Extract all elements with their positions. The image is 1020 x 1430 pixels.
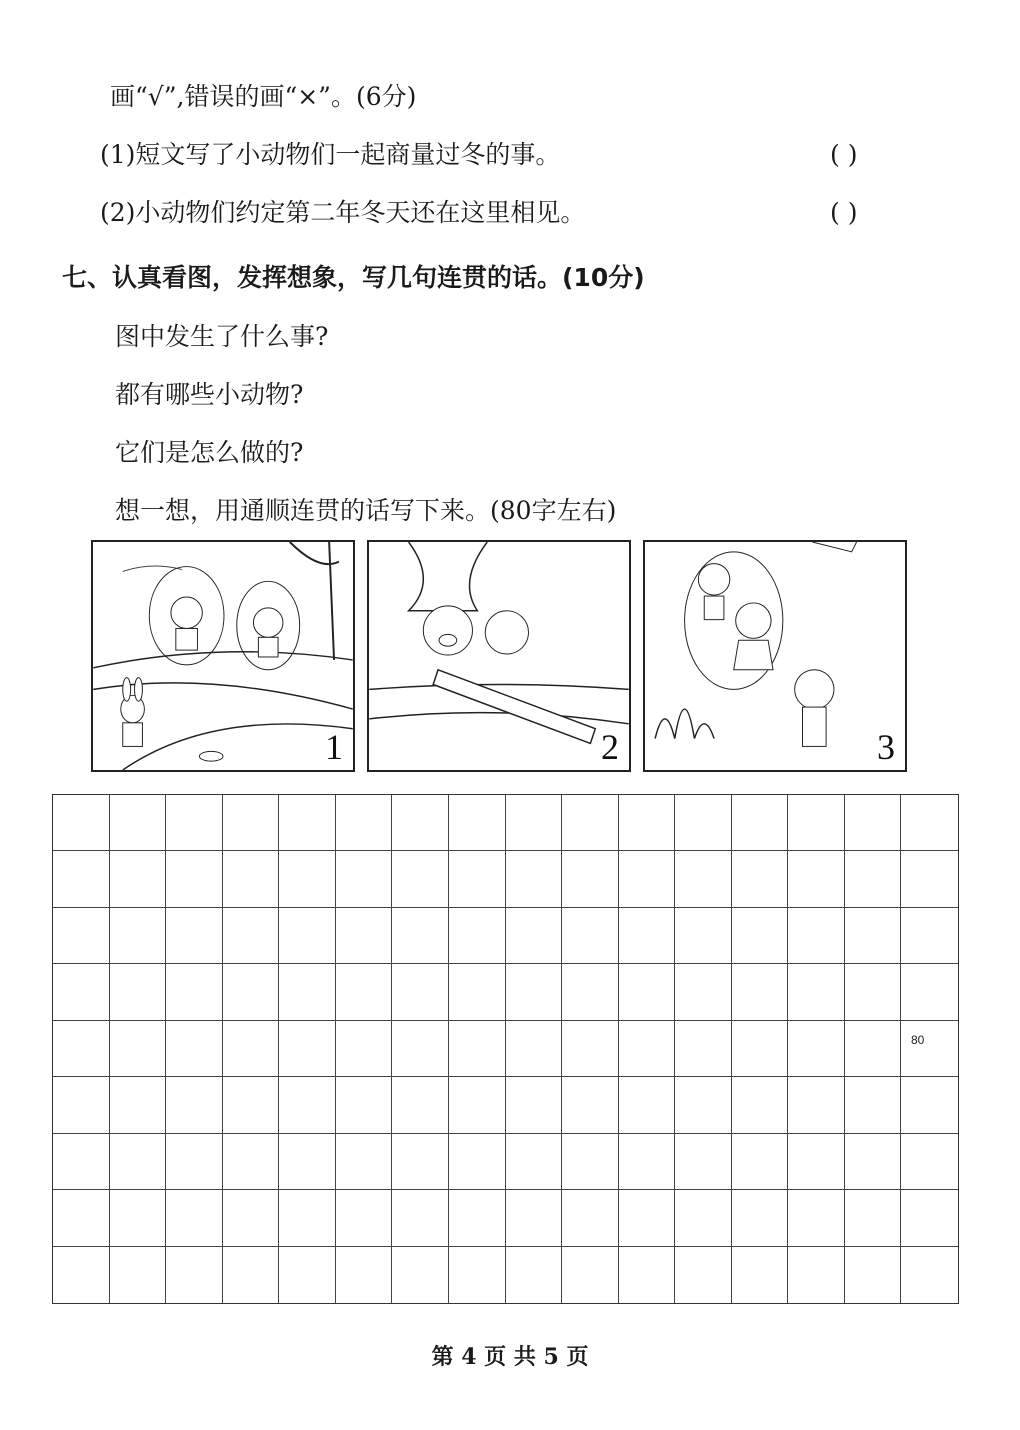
- grid-cell[interactable]: [901, 795, 958, 851]
- grid-cell[interactable]: [223, 1021, 280, 1077]
- grid-cell[interactable]: [166, 908, 223, 964]
- grid-cell[interactable]: [110, 1077, 167, 1133]
- prompt-2: 都有哪些小动物?: [115, 380, 304, 409]
- grid-cell[interactable]: [562, 1190, 619, 1246]
- grid-cell[interactable]: [619, 795, 676, 851]
- grid-cell[interactable]: [845, 964, 902, 1020]
- grid-cell[interactable]: [562, 795, 619, 851]
- grid-cell[interactable]: [392, 908, 449, 964]
- grid-cell[interactable]: [675, 1021, 732, 1077]
- grid-cell[interactable]: [223, 1077, 280, 1133]
- panel-1-illustration: [93, 542, 353, 770]
- grid-cell[interactable]: [788, 1247, 845, 1303]
- grid-cell[interactable]: [562, 1077, 619, 1133]
- grid-cell[interactable]: [675, 795, 732, 851]
- grid-cell[interactable]: [619, 1077, 676, 1133]
- grid-cell[interactable]: [166, 1247, 223, 1303]
- grid-cell[interactable]: [675, 1077, 732, 1133]
- grid-cell[interactable]: [788, 964, 845, 1020]
- answer-paren-1[interactable]: ( ): [830, 140, 858, 169]
- grid-cell[interactable]: [506, 964, 563, 1020]
- grid-cell[interactable]: [110, 851, 167, 907]
- picture-panel-1: [91, 540, 355, 772]
- grid-cell[interactable]: [392, 1021, 449, 1077]
- prompt-4: 想一想，用通顺连贯的话写下来。(80字左右): [115, 496, 617, 525]
- grid-cell[interactable]: [788, 908, 845, 964]
- grid-cell[interactable]: [901, 908, 958, 964]
- grid-cell[interactable]: [619, 1134, 676, 1190]
- grid-cell[interactable]: [901, 851, 958, 907]
- grid-cell[interactable]: [279, 1247, 336, 1303]
- grid-cell[interactable]: [223, 795, 280, 851]
- page-footer: 第 4 页 共 5 页: [431, 1344, 589, 1370]
- grid-cell[interactable]: [110, 1190, 167, 1246]
- grid-cell[interactable]: [110, 964, 167, 1020]
- instruction-continuation: 画“√”,错误的画“×”。(6分): [110, 82, 417, 111]
- grid-cell[interactable]: [110, 1021, 167, 1077]
- grid-cell[interactable]: [166, 795, 223, 851]
- grid-cell[interactable]: [53, 1021, 110, 1077]
- grid-cell[interactable]: [110, 908, 167, 964]
- panel-number-1: 1: [325, 727, 343, 767]
- grid-cell[interactable]: [901, 1077, 958, 1133]
- grid-cell[interactable]: [732, 795, 789, 851]
- grid-cell[interactable]: [788, 1021, 845, 1077]
- panel-number-2: 2: [601, 727, 619, 767]
- answer-paren-2[interactable]: ( ): [830, 198, 858, 227]
- grid-cell[interactable]: [619, 1247, 676, 1303]
- grid-cell[interactable]: [845, 1190, 902, 1246]
- grid-cell[interactable]: [279, 908, 336, 964]
- grid-cell[interactable]: [223, 908, 280, 964]
- grid-cell[interactable]: [732, 1021, 789, 1077]
- grid-cell[interactable]: [732, 1077, 789, 1133]
- grid-cell[interactable]: [279, 1190, 336, 1246]
- grid-cell[interactable]: [675, 851, 732, 907]
- grid-cell[interactable]: [336, 795, 393, 851]
- grid-cell[interactable]: [562, 1134, 619, 1190]
- grid-cell[interactable]: [392, 1190, 449, 1246]
- prompt-1: 图中发生了什么事?: [115, 322, 329, 351]
- grid-cell[interactable]: [279, 795, 336, 851]
- grid-cell[interactable]: [53, 1077, 110, 1133]
- grid-cell[interactable]: [845, 1134, 902, 1190]
- grid-cell[interactable]: [506, 1134, 563, 1190]
- grid-cell[interactable]: [675, 1190, 732, 1246]
- grid-cell[interactable]: [506, 908, 563, 964]
- grid-cell[interactable]: [53, 851, 110, 907]
- grid-cell[interactable]: [336, 964, 393, 1020]
- grid-cell[interactable]: [732, 908, 789, 964]
- grid-cell[interactable]: [675, 908, 732, 964]
- grid-count-marker-80: 80: [911, 1033, 925, 1047]
- grid-cell[interactable]: [53, 1134, 110, 1190]
- writing-grid[interactable]: [52, 794, 959, 1304]
- grid-cell[interactable]: [53, 1247, 110, 1303]
- grid-cell[interactable]: [223, 1134, 280, 1190]
- panel-number-3: 3: [877, 727, 895, 767]
- grid-cell[interactable]: [166, 1190, 223, 1246]
- grid-cell[interactable]: [619, 908, 676, 964]
- grid-cell[interactable]: [562, 851, 619, 907]
- grid-cell[interactable]: [732, 1247, 789, 1303]
- grid-cell[interactable]: [506, 795, 563, 851]
- grid-cell[interactable]: [166, 1077, 223, 1133]
- picture-panel-3: [643, 540, 907, 772]
- grid-cell[interactable]: [788, 1077, 845, 1133]
- grid-cell[interactable]: [619, 964, 676, 1020]
- grid-cell[interactable]: [336, 1077, 393, 1133]
- grid-cell[interactable]: [336, 1190, 393, 1246]
- grid-cell[interactable]: [392, 795, 449, 851]
- grid-cell[interactable]: [279, 1077, 336, 1133]
- grid-cell[interactable]: [449, 1021, 506, 1077]
- grid-cell[interactable]: [732, 1190, 789, 1246]
- grid-cell[interactable]: [788, 1134, 845, 1190]
- grid-cell[interactable]: [788, 795, 845, 851]
- grid-cell[interactable]: [449, 795, 506, 851]
- grid-cell[interactable]: [449, 1134, 506, 1190]
- grid-cell[interactable]: [901, 964, 958, 1020]
- question-item-1: (1)短文写了小动物们一起商量过冬的事。: [100, 140, 561, 169]
- grid-cell[interactable]: [166, 851, 223, 907]
- grid-cell[interactable]: [53, 908, 110, 964]
- grid-cell[interactable]: [506, 851, 563, 907]
- grid-cell[interactable]: [53, 964, 110, 1020]
- grid-cell[interactable]: [279, 1021, 336, 1077]
- grid-cell[interactable]: [732, 1134, 789, 1190]
- grid-cell[interactable]: [788, 1190, 845, 1246]
- grid-cell[interactable]: [392, 851, 449, 907]
- grid-cell[interactable]: [845, 908, 902, 964]
- grid-cell[interactable]: [901, 1021, 958, 1077]
- grid-cell[interactable]: [619, 1021, 676, 1077]
- grid-cell[interactable]: [675, 1247, 732, 1303]
- grid-cell[interactable]: [279, 1134, 336, 1190]
- grid-cell[interactable]: [336, 1134, 393, 1190]
- grid-cell[interactable]: [336, 908, 393, 964]
- panel-3-illustration: [645, 542, 905, 770]
- grid-cell[interactable]: [53, 795, 110, 851]
- grid-cell[interactable]: [223, 964, 280, 1020]
- grid-cell[interactable]: [449, 851, 506, 907]
- grid-cell[interactable]: [449, 1077, 506, 1133]
- grid-cell[interactable]: [901, 1134, 958, 1190]
- grid-cell[interactable]: [449, 1190, 506, 1246]
- grid-cell[interactable]: [336, 1247, 393, 1303]
- grid-cell[interactable]: [506, 1077, 563, 1133]
- grid-cell[interactable]: [845, 851, 902, 907]
- grid-cell[interactable]: [675, 964, 732, 1020]
- grid-cell[interactable]: [279, 964, 336, 1020]
- grid-cell[interactable]: [901, 1190, 958, 1246]
- grid-cell[interactable]: [562, 964, 619, 1020]
- grid-cell[interactable]: [279, 851, 336, 907]
- grid-cell[interactable]: [336, 851, 393, 907]
- grid-cell[interactable]: [392, 1247, 449, 1303]
- grid-cell[interactable]: [845, 1077, 902, 1133]
- question-item-2: (2)小动物们约定第二年冬天还在这里相见。: [100, 198, 586, 227]
- grid-cell[interactable]: [845, 1247, 902, 1303]
- grid-cell[interactable]: [732, 851, 789, 907]
- grid-cell[interactable]: [506, 1247, 563, 1303]
- grid-cell[interactable]: [845, 1021, 902, 1077]
- grid-cell[interactable]: [223, 851, 280, 907]
- grid-cell[interactable]: [166, 1021, 223, 1077]
- picture-panel-2: [367, 540, 631, 772]
- grid-cell[interactable]: [392, 964, 449, 1020]
- grid-cell[interactable]: [53, 1190, 110, 1246]
- grid-cell[interactable]: [845, 795, 902, 851]
- grid-cell[interactable]: [619, 851, 676, 907]
- grid-cell[interactable]: [562, 908, 619, 964]
- grid-cell[interactable]: [506, 1190, 563, 1246]
- grid-cell[interactable]: [392, 1077, 449, 1133]
- grid-cell[interactable]: [562, 1021, 619, 1077]
- grid-cell[interactable]: [675, 1134, 732, 1190]
- grid-cell[interactable]: [110, 1134, 167, 1190]
- grid-cell[interactable]: [619, 1190, 676, 1246]
- grid-cell[interactable]: [449, 1247, 506, 1303]
- grid-cell[interactable]: [110, 1247, 167, 1303]
- grid-cell[interactable]: [110, 795, 167, 851]
- grid-cell[interactable]: [166, 1134, 223, 1190]
- grid-cell[interactable]: [449, 908, 506, 964]
- grid-cell[interactable]: [562, 1247, 619, 1303]
- grid-cell[interactable]: [336, 1021, 393, 1077]
- panel-2-illustration: [369, 542, 629, 770]
- grid-cell[interactable]: [901, 1247, 958, 1303]
- grid-cell[interactable]: [223, 1247, 280, 1303]
- prompt-3: 它们是怎么做的?: [115, 438, 304, 467]
- grid-cell[interactable]: [223, 1190, 280, 1246]
- grid-cell[interactable]: [392, 1134, 449, 1190]
- section-7-heading: 七、认真看图，发挥想象，写几句连贯的话。(10分): [62, 263, 645, 292]
- grid-cell[interactable]: [166, 964, 223, 1020]
- grid-cell[interactable]: [506, 1021, 563, 1077]
- grid-cell[interactable]: [732, 964, 789, 1020]
- grid-cell[interactable]: [788, 851, 845, 907]
- grid-cell[interactable]: [449, 964, 506, 1020]
